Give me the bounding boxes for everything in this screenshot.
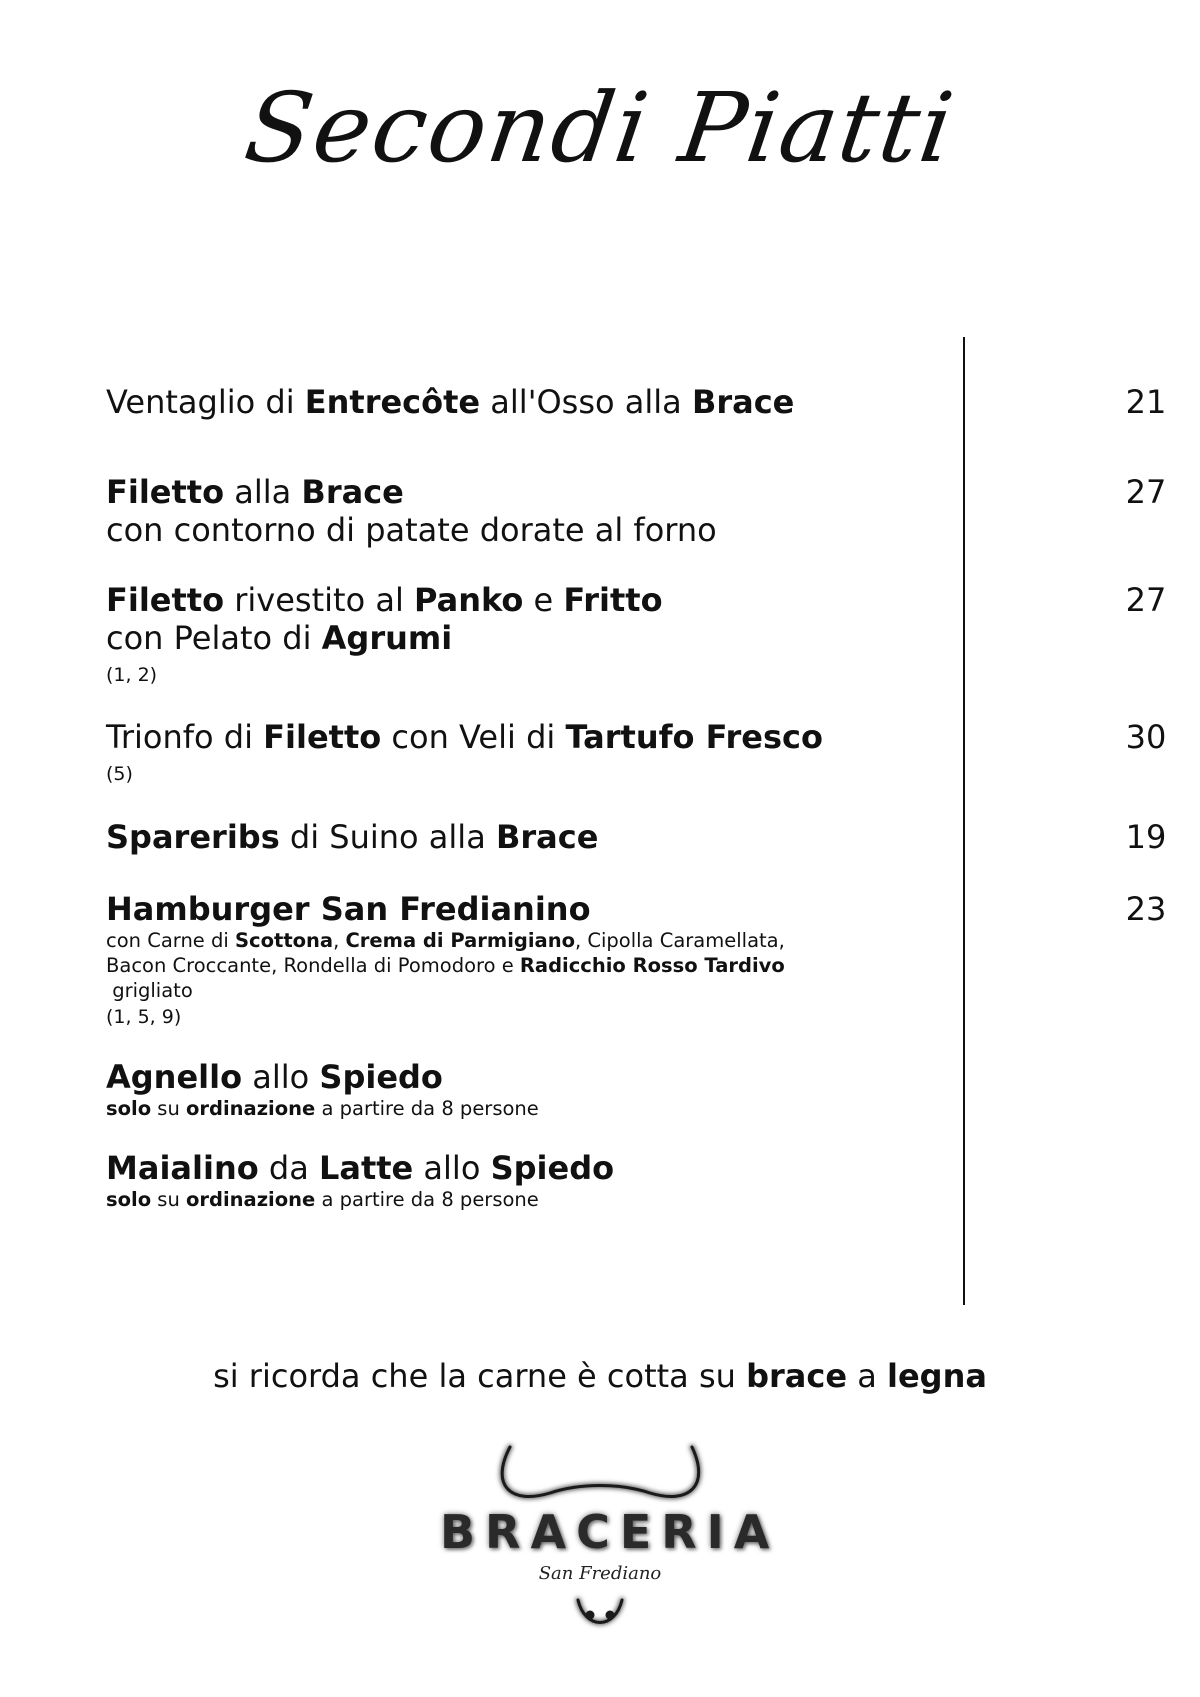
dish-name-bold: Filetto: [106, 581, 225, 619]
dish-name-bold: Latte: [318, 1149, 414, 1187]
note-bold: solo: [106, 1097, 152, 1120]
logo-subtitle: San Frediano: [538, 1563, 662, 1584]
dish-description: [106, 928, 1106, 953]
allergen-codes: (5): [106, 763, 133, 785]
dish-price: 30: [1125, 718, 1167, 756]
dish-name: [106, 1058, 1106, 1096]
footer-note-bold: brace: [746, 1357, 848, 1395]
page-title: Secondi Piatti: [238, 72, 962, 184]
dish-name-bold: Brace: [495, 818, 599, 856]
dish-name: Hamburger San Fredianino: [106, 890, 591, 928]
dish-price: 27: [1125, 581, 1167, 619]
note-text: su: [151, 1188, 187, 1211]
dish-name: [106, 1149, 1106, 1187]
desc-text: ,: [333, 929, 346, 952]
order-note: [106, 1096, 1106, 1121]
desc-text: , Cipolla Caramellata,: [574, 929, 785, 952]
dish-name-text: rivestito al: [224, 581, 414, 619]
desc-bold: Scottona: [235, 929, 334, 952]
menu-item-spareribs: [106, 818, 1106, 856]
dish-price: 23: [1125, 890, 1167, 928]
dish-name-bold: Tartufo Fresco: [565, 718, 823, 756]
dish-name-text: allo: [242, 1058, 320, 1096]
footer-note-text: a: [847, 1357, 887, 1395]
dish-price: 21: [1125, 383, 1167, 421]
menu-item-entrecote: [106, 383, 1106, 421]
desc-text: con Carne di: [106, 929, 235, 952]
dish-name-bold: Spiedo: [319, 1058, 443, 1096]
braceria-logo: [440, 1435, 780, 1635]
dish-name: [106, 818, 1106, 856]
dish-name: [106, 581, 1106, 619]
dish-name-text: Ventaglio di: [106, 383, 305, 421]
dish-name-bold: Fritto: [563, 581, 663, 619]
dish-price: 27: [1125, 473, 1167, 511]
dish-name-bold: Agnello: [106, 1058, 243, 1096]
dish-subtitle: con contorno di patate dorate al forno: [106, 511, 717, 549]
dish-name-text: allo: [413, 1149, 491, 1187]
dish-description: [106, 953, 1106, 978]
dish-name: [106, 718, 1106, 756]
menu-item-filetto-brace: [106, 473, 1106, 549]
desc-bold: Crema di Parmigiano: [345, 929, 575, 952]
note-text: a partire da 8 persone: [315, 1097, 539, 1120]
dish-subtitle: [106, 619, 1106, 657]
note-bold: ordinazione: [186, 1188, 316, 1211]
dish-name-bold: Filetto: [106, 473, 225, 511]
menu-item-filetto-panko: [106, 581, 1106, 687]
footer-note: [0, 1356, 1200, 1396]
dish-subtitle-bold: Agrumi: [321, 619, 453, 657]
logo-brand: BRACERIA: [440, 1505, 780, 1559]
dish-name-text: da: [258, 1149, 319, 1187]
order-note: [106, 1187, 1106, 1212]
note-text: a partire da 8 persone: [315, 1188, 539, 1211]
note-bold: solo: [106, 1188, 152, 1211]
dish-name-bold: Entrecôte: [304, 383, 481, 421]
note-text: su: [151, 1097, 187, 1120]
dish-name-bold: Brace: [691, 383, 795, 421]
note-bold: ordinazione: [186, 1097, 316, 1120]
dish-name: [106, 473, 1106, 511]
dish-name-text: Trionfo di: [106, 718, 264, 756]
menu-item-trionfo-filetto: [106, 718, 1106, 786]
dish-name-bold: Brace: [301, 473, 404, 511]
dish-name-bold: Filetto: [263, 718, 382, 756]
dish-subtitle-text: con Pelato di: [106, 619, 322, 657]
allergen-codes: (1, 5, 9): [106, 1006, 182, 1028]
dish-name-text: all'Osso alla: [480, 383, 692, 421]
dish-name-text: e: [523, 581, 564, 619]
desc-text: Bacon Croccante, Rondella di Pomodoro e: [106, 954, 520, 977]
allergen-codes: (1, 2): [106, 664, 158, 686]
dish-name-bold: Maialino: [106, 1149, 259, 1187]
menu-item-maialino: [106, 1149, 1106, 1212]
dish-name-text: con Veli di: [381, 718, 566, 756]
footer-note-bold: legna: [886, 1357, 987, 1395]
dish-description: grigliato: [106, 979, 193, 1002]
dish-name-bold: Panko: [414, 581, 524, 619]
dish-name-bold: Spiedo: [490, 1149, 615, 1187]
dish-name-text: di Suino alla: [279, 818, 496, 856]
footer-note-text: si ricorda che la carne è cotta su: [213, 1357, 747, 1395]
dish-price: 19: [1125, 818, 1167, 856]
dish-name: [106, 383, 1106, 421]
menu-item-agnello: [106, 1058, 1106, 1121]
desc-bold: Radicchio Rosso Tardivo: [519, 954, 785, 977]
dish-name-text: alla: [224, 473, 302, 511]
dish-name-bold: Spareribs: [106, 818, 280, 856]
menu-item-hamburger: [106, 890, 1106, 1029]
